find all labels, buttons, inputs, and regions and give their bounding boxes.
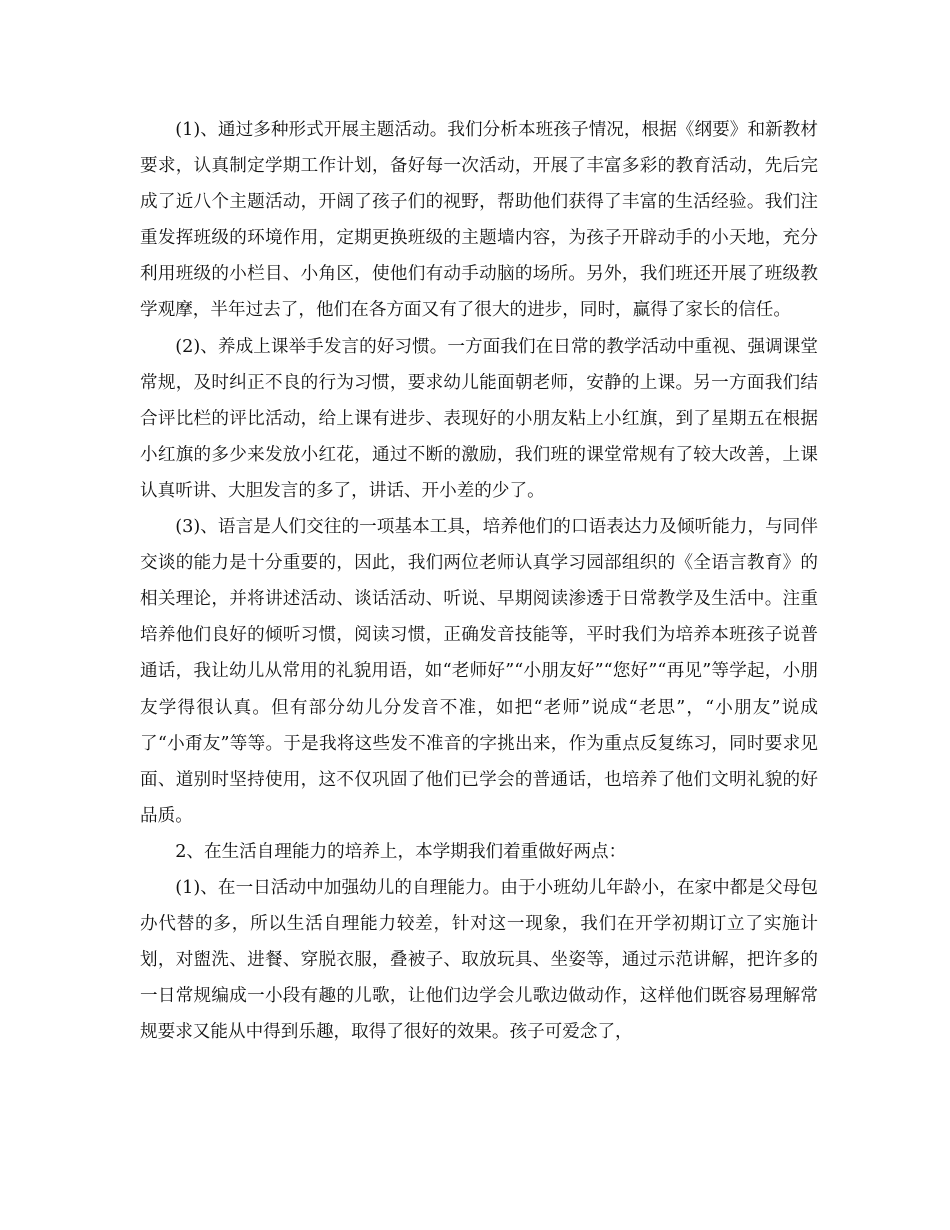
paragraph-self-care: (1)、在一日活动中加强幼儿的自理能力。由于小班幼儿年龄小，在家中都是父母包办代替的多，所以生活自理能力较差，针对这一现象，我们在开学初期订立了实施计划，对盥洗、进餐、穿脱衣服，叠被子、取放玩具、坐姿等，通过示范讲解，把许多的一日常规编成一小段有趣的儿歌，让他们边学会儿歌边做动作，这样他们既容易理解常规要求又能从中得到乐趣，取得了很好的效果。孩子可爱念了，	[140, 877, 818, 1043]
document-body	[140, 112, 818, 1050]
paragraph-class-habits: (2)、养成上课举手发言的好习惯。一方面我们在日常的教学活动中重视、强调课堂常规，及时纠正不良的行为习惯，要求幼儿能面朝老师，安静的上课。另一方面我们结合评比栏的评比活动，给上课有进步、表现好的小朋友粘上小红旗，到了星期五在根据小红旗的多少来发放小红花，通过不断的激励，我们班的课堂常规有了较大改善，上课认真听讲、大胆发言的多了，讲话、开小差的少了。	[140, 336, 818, 501]
paragraph-language: (3)、语言是人们交往的一项基本工具，培养他们的口语表达力及倾听能力，与同伴交谈的能力是十分重要的，因此，我们两位老师认真学习园部组织的《全语言教育》的相关理论，并将讲述活动、谈话活动、听说、早期阅读渗透于日常教学及生活中。注重培养他们良好的倾听习惯，阅读习惯，正确发音技能等，平时我们为培养本班孩子说普通话，我让幼儿从常用的礼貌用语，如“老师好”“小朋友好”“您好”“再见”等学起，小朋友学得很认真。但有部分幼儿分发音不准，如把“老师”说成“老思”，“小朋友”说成了“小甭友”等等。于是我将这些发不准音的字挑出来，作为重点反复练习，同时要求见面、道别时坚持使用，这不仅巩固了他们已学会的普通话，也培养了他们文明礼貌的好品质。	[140, 517, 818, 826]
paragraph-activities: (1)、通过多种形式开展主题活动。我们分析本班孩子情况，根据《纲要》和新教材要求，认真制定学期工作计划，备好每一次活动，开展了丰富多彩的教育活动，先后完成了近八个主题活动，开阔了孩子们的视野，帮助他们获得了丰富的生活经验。我们注重发挥班级的环境作用，定期更换班级的主题墙内容，为孩子开辟动手的小天地，充分利用班级的小栏目、小角区，使他们有动手动脑的场所。另外，我们班还开展了班级教学观摩，半年过去了，他们在各方面又有了很大的进步，同时，赢得了家长的信任。	[140, 120, 818, 321]
paragraph-self-care-heading: 2、在生活自理能力的培养上，本学期我们着重做好两点：	[140, 841, 627, 862]
